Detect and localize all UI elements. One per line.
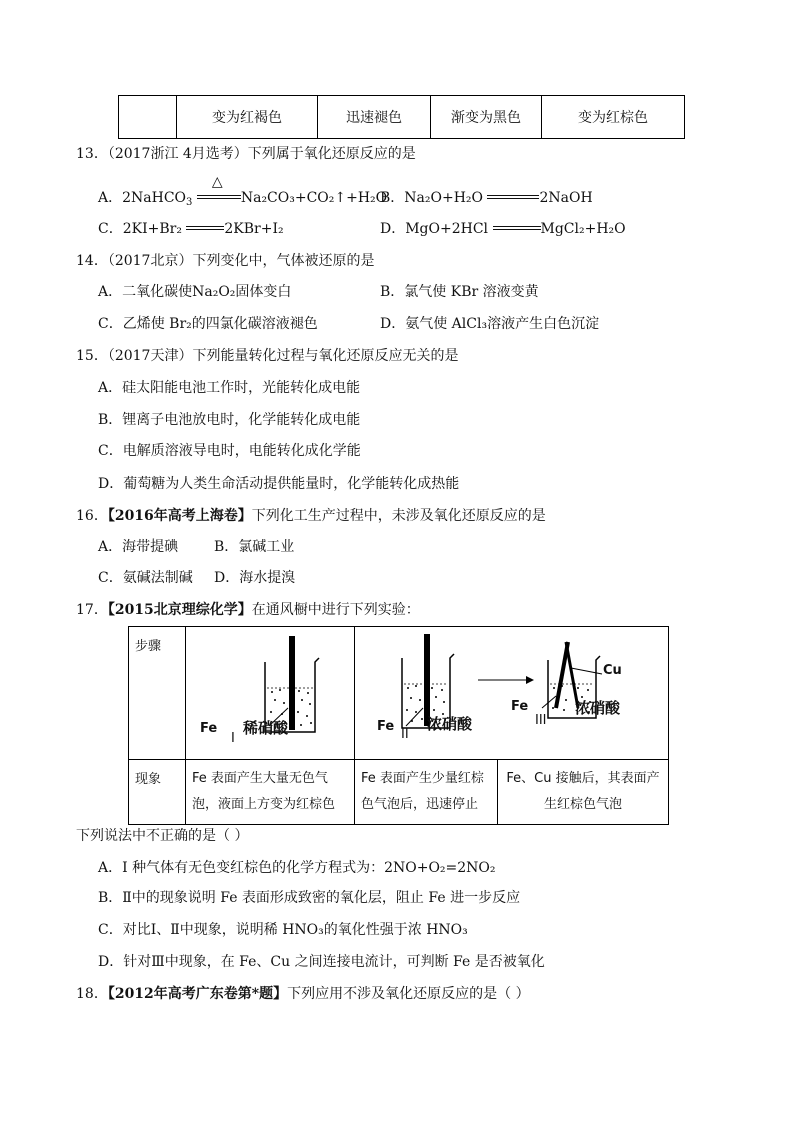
fig3-metal-label: Fe bbox=[511, 699, 529, 714]
equals-sign bbox=[493, 219, 541, 239]
fig3-acid-label: 浓硝酸 bbox=[575, 699, 621, 717]
q13-option-c bbox=[98, 219, 284, 239]
row-label-steps: 步骤 bbox=[129, 627, 186, 760]
q13-a-pre: A．2NaHCO bbox=[98, 190, 187, 206]
fig1-acid-label: 稀硝酸 bbox=[243, 719, 289, 737]
q13-option-d bbox=[380, 219, 626, 239]
table-cell: 迅速褪色 bbox=[318, 96, 431, 139]
q17-option-b: B．Ⅱ中的现象说明 Fe 表面形成致密的氧化层，阻止 Fe 进一步反应 bbox=[98, 890, 521, 906]
q16-text: 下列化工生产过程中，未涉及氧化还原反应的是 bbox=[251, 508, 546, 524]
observation-2: Fe 表面产生少量红棕色气泡后，迅速停止 bbox=[355, 760, 498, 825]
q18-text: 下列应用不涉及氧化还原反应的是（ ） bbox=[287, 986, 530, 1002]
q18-source-tag: 【2012年高考广东卷第*题】 bbox=[107, 986, 288, 1002]
q14-option-c: C．乙烯使 Br₂的四氯化碳溶液褪色 bbox=[98, 316, 318, 332]
q17-source-tag: 【2015北京理综化学】 bbox=[107, 602, 252, 618]
fig3-roman-label: III bbox=[535, 713, 547, 728]
q14-option-b: B．氯气使 KBr 溶液变黄 bbox=[380, 284, 539, 300]
q17-text: 在通风橱中进行下列实验： bbox=[251, 602, 420, 618]
q16-option-a: A．海带提碘 bbox=[98, 539, 179, 555]
table-cell: 变为红褐色 bbox=[177, 96, 318, 139]
q14-stem: 14．（2017北京）下列变化中，气体被还原的是 bbox=[76, 253, 375, 269]
table-cell bbox=[119, 96, 177, 139]
q15-option-d: D．葡萄糖为人类生命活动提供能量时，化学能转化成热能 bbox=[98, 476, 460, 492]
q15-option-a: A．硅太阳能电池工作时，光能转化成电能 bbox=[98, 380, 361, 396]
table-cell: 渐变为黑色 bbox=[431, 96, 542, 139]
q15-option-b: B．锂离子电池放电时，化学能转化成电能 bbox=[98, 412, 361, 428]
q16-option-b: B．氯碱工业 bbox=[214, 539, 295, 555]
equals-sign bbox=[487, 188, 539, 208]
q14-option-d: D．氨气使 AlCl₃溶液产生白色沉淀 bbox=[380, 316, 600, 332]
equals-sign bbox=[186, 219, 224, 239]
q16-number: 16． bbox=[76, 508, 108, 524]
fig1-roman-label: I bbox=[231, 731, 235, 746]
q13-option-b bbox=[380, 188, 593, 208]
q15-stem: 15．（2017天津）下列能量转化过程与氧化还原反应无关的是 bbox=[76, 348, 459, 364]
q13-b-post: 2NaOH bbox=[539, 190, 593, 206]
q14-option-a: A．二氧化碳使Na₂O₂固体变白 bbox=[98, 284, 292, 300]
q13-a-post: Na₂CO₃+CO₂↑+H₂O bbox=[240, 190, 388, 206]
q17-number: 17． bbox=[76, 602, 108, 618]
q17-option-c: C．对比Ⅰ、Ⅱ中现象，说明稀 HNO₃的氧化性强于浓 HNO₃ bbox=[98, 922, 468, 938]
q18-number: 18． bbox=[76, 986, 108, 1002]
q13-stem: 13．（2017浙江 4月选考）下列属于氧化还原反应的是 bbox=[76, 146, 416, 162]
fig3-copper-label: Cu bbox=[603, 663, 622, 678]
q17-option-d: D．针对Ⅲ中现象，在 Fe、Cu 之间连接电流计，可判断 Fe 是否被氧化 bbox=[98, 954, 545, 970]
q13-c-pre: C．2KI+Br₂ bbox=[98, 221, 182, 237]
q13-option-a bbox=[98, 174, 388, 208]
q13-d-post: MgCl₂+H₂O bbox=[540, 221, 626, 237]
q17-question: 下列说法中不正确的是（ ） bbox=[76, 828, 249, 844]
figure-cell-1 bbox=[186, 627, 355, 760]
fig2-metal-label: Fe bbox=[377, 719, 395, 734]
q16-option-c: C．氨碱法制碱 bbox=[98, 570, 193, 586]
observation-1: Fe 表面产生大量无色气泡，液面上方变为红棕色 bbox=[186, 760, 355, 825]
top-table bbox=[118, 95, 685, 139]
fig2-roman-label: II bbox=[401, 727, 409, 742]
row-label-phenomena: 现象 bbox=[129, 760, 186, 825]
heat-equals-sign bbox=[197, 174, 241, 208]
delta-icon: △ bbox=[211, 174, 223, 190]
q16-source-tag: 【2016年高考上海卷】 bbox=[107, 508, 252, 524]
fig2-acid-label: 浓硝酸 bbox=[427, 715, 473, 733]
q13-d-pre: D．MgO+2HCl bbox=[380, 221, 489, 237]
q13-b-pre: B．Na₂O+H₂O bbox=[380, 190, 484, 206]
q16-stem bbox=[76, 506, 546, 526]
fig1-metal-label: Fe bbox=[200, 721, 218, 736]
experiment-table bbox=[128, 626, 669, 825]
q15-option-c: C．电解质溶液导电时，电能转化成化学能 bbox=[98, 443, 361, 459]
q17-option-a: A．Ⅰ 种气体有无色变红棕色的化学方程式为：2NO+O₂=2NO₂ bbox=[98, 860, 496, 876]
q16-option-d: D．海水提溴 bbox=[214, 570, 296, 586]
q17-stem bbox=[76, 600, 420, 620]
q13-c-post: 2KBr+I₂ bbox=[224, 221, 284, 237]
q13-a-sub: 3 bbox=[186, 197, 193, 208]
table-cell: 变为红棕色 bbox=[542, 96, 685, 139]
q18-stem bbox=[76, 984, 530, 1004]
observation-3: Fe、Cu 接触后，其表面产生红棕色气泡 bbox=[498, 760, 669, 825]
figure-cell-2 bbox=[355, 627, 669, 760]
